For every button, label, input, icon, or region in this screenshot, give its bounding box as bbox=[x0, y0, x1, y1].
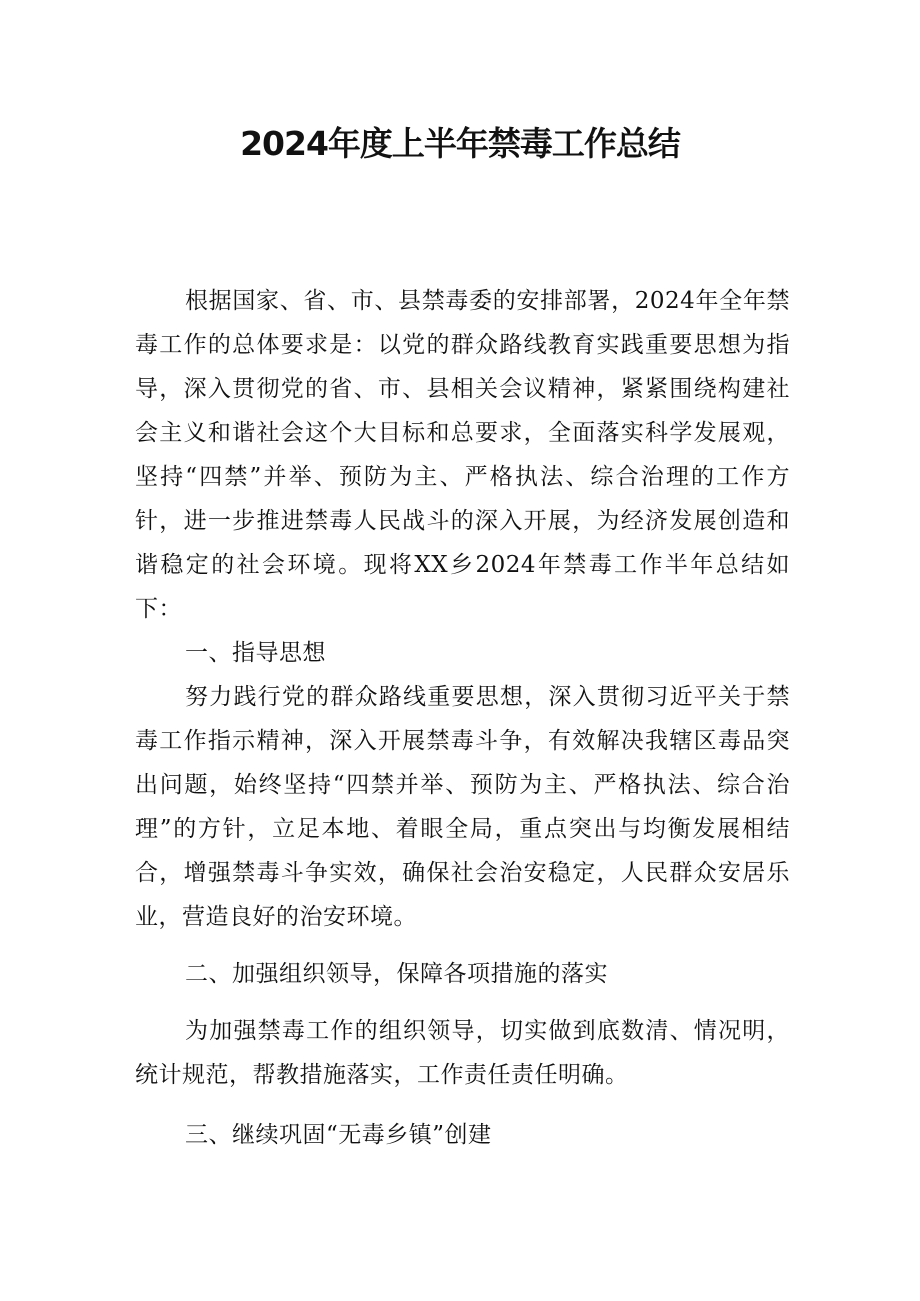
section-2-paragraph: 为加强禁毒工作的组织领导，切实做到底数清、情况明，统计规范，帮教措施落实，工作责任责任明确。 bbox=[135, 1018, 790, 1088]
document-body bbox=[135, 279, 790, 1157]
section-heading-1: 一、指导思想 bbox=[185, 640, 326, 666]
document-title: 2024年度上半年禁毒工作总结 bbox=[240, 124, 680, 163]
section-heading-2: 二、加强组织领导，保障各项措施的落实 bbox=[185, 961, 608, 987]
intro-paragraph: 根据国家、省、市、县禁毒委的安排部署，2024年全年禁毒工作的总体要求是：以党的群众路线教育实践重要思想为指导，深入贯彻党的省、市、县相关会议精神，紧紧围绕构建社会主义和谐社会这个大目标和总要求，全面落实科学发展观，坚持“四禁”并举、预防为主、严格执法、综合治理的工作方针，进一步推进禁毒人民战斗的深入开展，为经济发展创造和谐稳定的社会环境。现将XX乡2024年禁毒工作半年总结如下： bbox=[135, 288, 790, 622]
section-1-paragraph: 努力践行党的群众路线重要思想，深入贯彻习近平关于禁毒工作指示精神，深入开展禁毒斗争，有效解决我辖区毒品突出问题，始终坚持“四禁并举、预防为主、严格执法、综合治理”的方针，立足本地、着眼全局，重点突出与均衡发展相结合，增强禁毒斗争实效，确保社会治安稳定，人民群众安居乐业，营造良好的治安环境。 bbox=[135, 684, 790, 930]
section-heading-3: 三、继续巩固“无毒乡镇”创建 bbox=[185, 1122, 492, 1148]
